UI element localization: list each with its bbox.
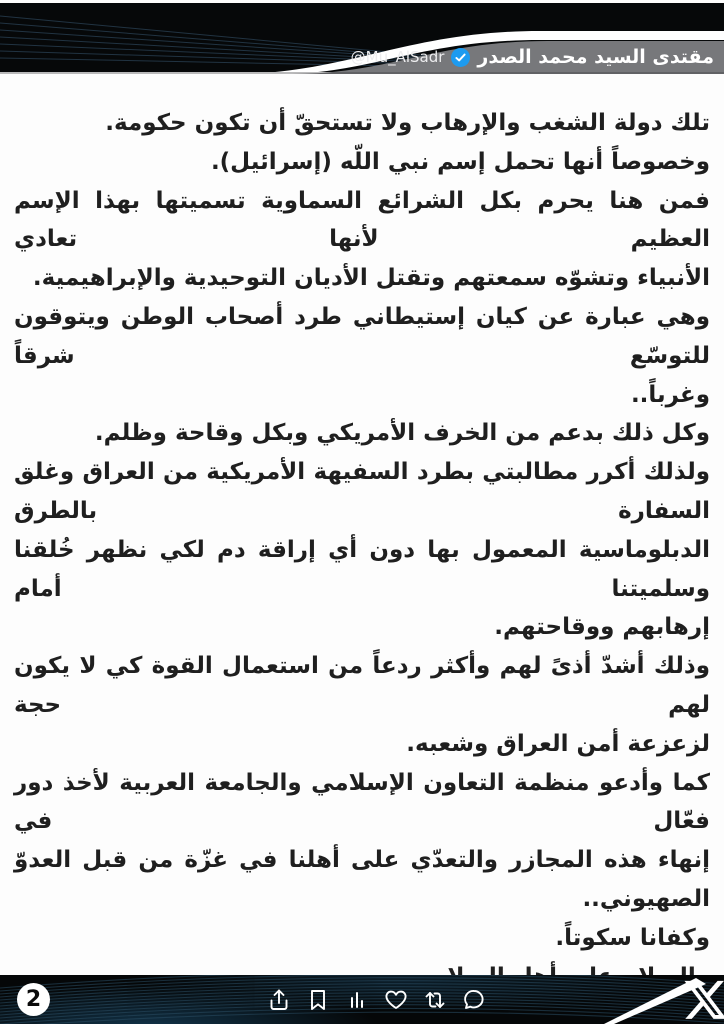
footer-bar — [0, 975, 724, 1024]
retweet-icon[interactable] — [422, 987, 448, 1013]
analytics-icon[interactable] — [344, 987, 370, 1013]
statement-line: تلك دولة الشغب والإرهاب ولا تستحقّ أن تكون حكومة. — [105, 110, 710, 136]
statement-body — [0, 74, 724, 1024]
like-icon[interactable] — [383, 987, 409, 1013]
bookmark-icon[interactable] — [305, 987, 331, 1013]
header-bar — [0, 0, 724, 74]
statement-line: فمن هنا يحرم بكل الشرائع السماوية تسميتها بهذا الإسم العظيم لأنها تعادي — [14, 187, 710, 253]
share-icon[interactable] — [266, 987, 292, 1013]
reply-icon[interactable] — [461, 987, 487, 1013]
statement-line: كما وأدعو منظمة التعاون الإسلامي والجامعة العربية لأخذ دور فعّال في — [14, 769, 710, 835]
statement-line: وذلك أشدّ أذىً لهم وأكثر ردعاً من استعمال القوة كي لا يكون لهم حجة — [14, 653, 710, 718]
statement-line: وخصوصاً أنها تحمل إسم نبي اللّه (إسرائيل). — [210, 148, 710, 175]
x-logo-icon — [684, 981, 724, 1019]
x-logo-corner — [600, 975, 724, 1024]
page-number-badge: 2 — [17, 983, 50, 1016]
statement-line: وغرباً.. — [630, 381, 710, 408]
verified-badge-icon — [451, 48, 470, 67]
statement-line: ولذلك أكرر مطالبتي بطرد السفيهة الأمريكية من العراق وغلق السفارة بالطرق — [14, 459, 710, 524]
statement-line: وكفانا سكوتاً. — [555, 924, 710, 951]
account-info — [351, 43, 714, 71]
statement-line: وهي عبارة عن كيان إستيطاني طرد أصحاب الوطن ويتوقون للتوسّع شرقاً — [14, 303, 710, 369]
statement-line: وكل ذلك بدعم من الخرف الأمريكي وبكل وقاحة وظلم. — [94, 420, 710, 447]
statement-line: لزعزعة أمن العراق وشعبه. — [406, 730, 710, 757]
statement-line: الأنبياء وتشوّه سمعتهم وتقتل الأديان التوحيدية والإبراهيمية. — [32, 265, 710, 292]
statement-line: إنهاء هذه المجازر والتعدّي على أهلنا في غزّة من قبل العدوّ الصهيوني.. — [14, 847, 710, 912]
user-handle: @Mu_AlSadr — [350, 48, 445, 66]
statement-line: إرهابهم ووقاحتهم. — [494, 614, 710, 641]
display-name: مقتدى السيد محمد الصدر — [477, 46, 714, 68]
statement-line: الدبلوماسية المعمول بها دون أي إراقة دم لكي نظهر خُلقنا وسلميتنا أمام — [14, 536, 710, 602]
